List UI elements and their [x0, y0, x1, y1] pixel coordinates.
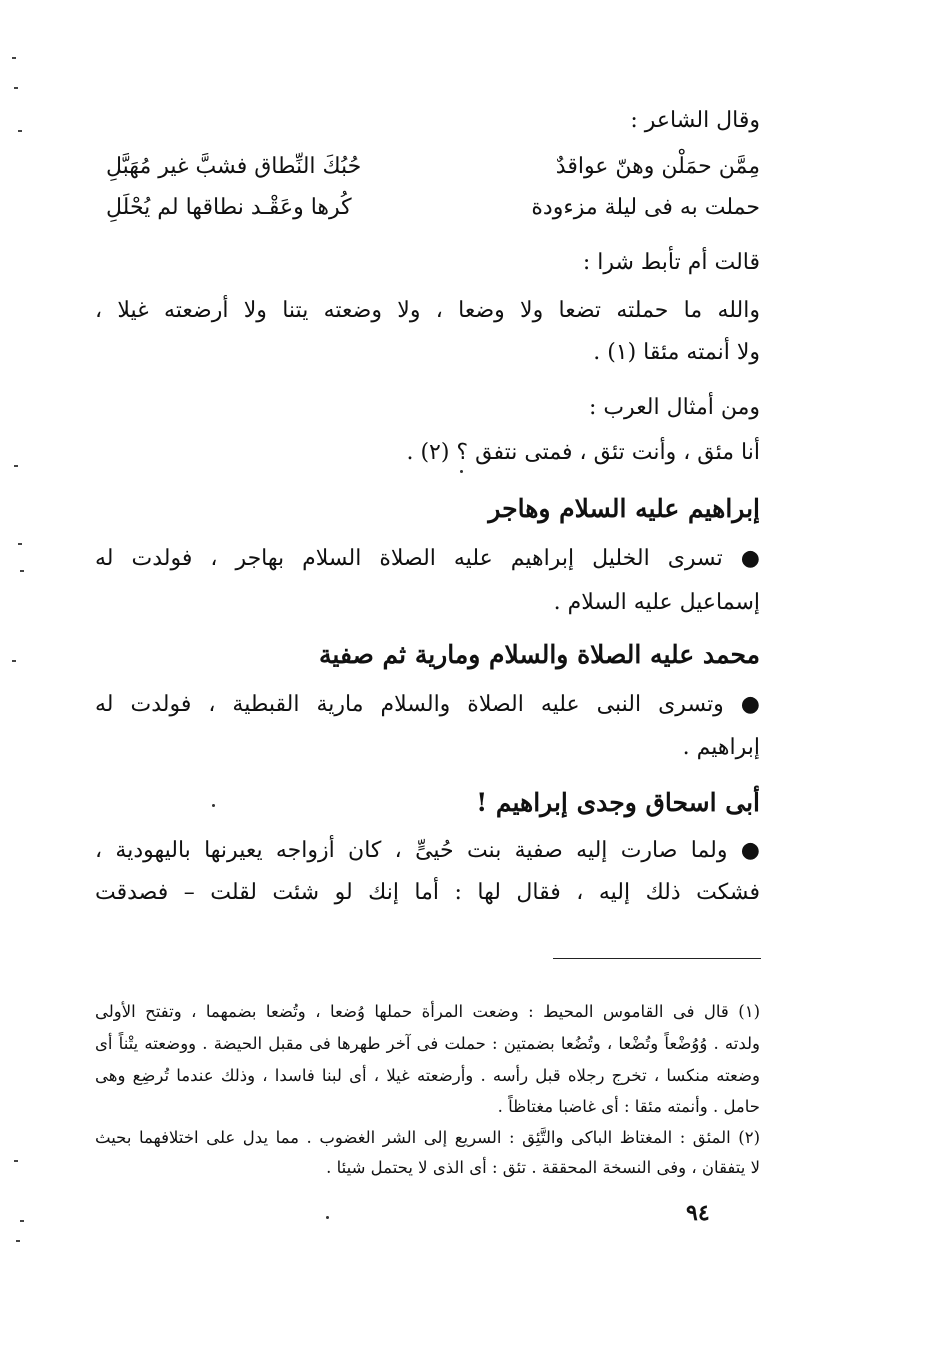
footnote2-line1: (٢) المئق : المغتاظ الباكى والتَّئِق : السريع إلى الشر الغضوب . مما يدل على اختلافهما بحيث	[95, 1128, 760, 1147]
footnote1-line2: ولدته . وُوُضْعاً وتُضْعا ، وتُضُعا بضمتين : حملت فى آخر طهرها فى مقبل الحيضة . ووضعته يتْناً أى	[95, 1034, 760, 1053]
footnote1-line4: حامل . وأنمته مئقا : أى غاضبا مغتاظاً .	[497, 1097, 760, 1116]
scan-speck	[12, 660, 16, 662]
umm-text-line2: ولا أنمته مئقا (١) .	[593, 340, 760, 365]
scan-speck	[326, 1216, 329, 1219]
footnote1-line3: وضعته منكسا ، تخرج رجلاه قبل رأسه . وأرضعته غيلا ، أى لبنا فاسدا ، وذلك عندما تُرضِع وهى	[95, 1066, 760, 1085]
section-heading-abi-ishaq: أبى اسحاق وجدى إبراهيم !	[476, 788, 760, 817]
proverbs-intro: ومن أمثال العرب :	[588, 395, 760, 420]
section3-line2: فشكت ذلك إليه ، فقال لها : أما إنك لو شئت لقلت – فصدقت	[95, 880, 760, 905]
scan-speck	[12, 57, 16, 59]
scan-speck	[14, 87, 18, 89]
section-heading-muhammad-mariya: محمد عليه الصلاة والسلام ومارية ثم صفية	[319, 640, 760, 669]
verse-line2-first-hemistich: حملت به فى ليلة مزءودة	[531, 195, 760, 220]
scan-speck	[14, 1160, 18, 1162]
section-heading-ibrahim-hajar: إبراهيم عليه السلام وهاجر	[488, 494, 760, 523]
section3-line1: ● ولما صارت إليه صفية بنت حُيىٍّ ، كان أزواجه يعيرنها باليهودية ،	[95, 838, 760, 863]
scan-speck	[14, 465, 18, 467]
umm-intro: قالت أم تأبط شرا :	[582, 250, 760, 275]
section1-line1: ● تسرى الخليل إبراهيم عليه الصلاة السلام بهاجر ، فولدت له	[95, 546, 760, 571]
scan-speck	[20, 1220, 24, 1222]
scan-speck	[460, 470, 463, 473]
scan-speck	[212, 804, 215, 807]
footnote1-line1: (١) قال فى القاموس المحيط : وضعت المرأة حملها وُضعا ، وتُضعا بضمهما ، وتفتح الأولى	[95, 1002, 760, 1021]
footnote-separator	[553, 958, 761, 959]
proverb-text: أنا مئق ، وأنت تئق ، فمتى نتفق ؟ (٢) .	[406, 440, 760, 465]
section2-line2: إبراهيم .	[682, 735, 760, 760]
section2-line1: ● وتسرى النبى عليه الصلاة والسلام مارية القبطية ، فولدت له	[95, 692, 760, 717]
scan-speck	[20, 570, 24, 572]
poet-intro: وقال الشاعر :	[630, 108, 760, 133]
scan-speck	[18, 130, 22, 132]
section1-line2: إسماعيل عليه السلام .	[553, 590, 760, 615]
footnote2-line2: لا يتفقان ، وفى النسخة المحققة . تئق : أى الذى لا يحتمل شيئا .	[326, 1158, 760, 1177]
verse-line2-second-hemistich: كُرها وعَقْـد نطاقها لم يُحْلَلِ	[106, 195, 352, 220]
umm-text-line1: والله ما حملته تضعا ولا وضعا ، ولا وضعته يتنا ولا أرضعته غيلا ،	[95, 298, 760, 323]
verse-line1-first-hemistich: مِمَّن حمَلْن وهنّ عواقدٌ	[555, 154, 760, 179]
page-number: ٩٤	[686, 1200, 710, 1226]
scan-speck	[16, 1240, 20, 1242]
verse-line1-second-hemistich: حُبُكَ النِّطاق فشبَّ غير مُهَبَّلِ	[106, 154, 362, 179]
scan-speck	[18, 543, 22, 545]
